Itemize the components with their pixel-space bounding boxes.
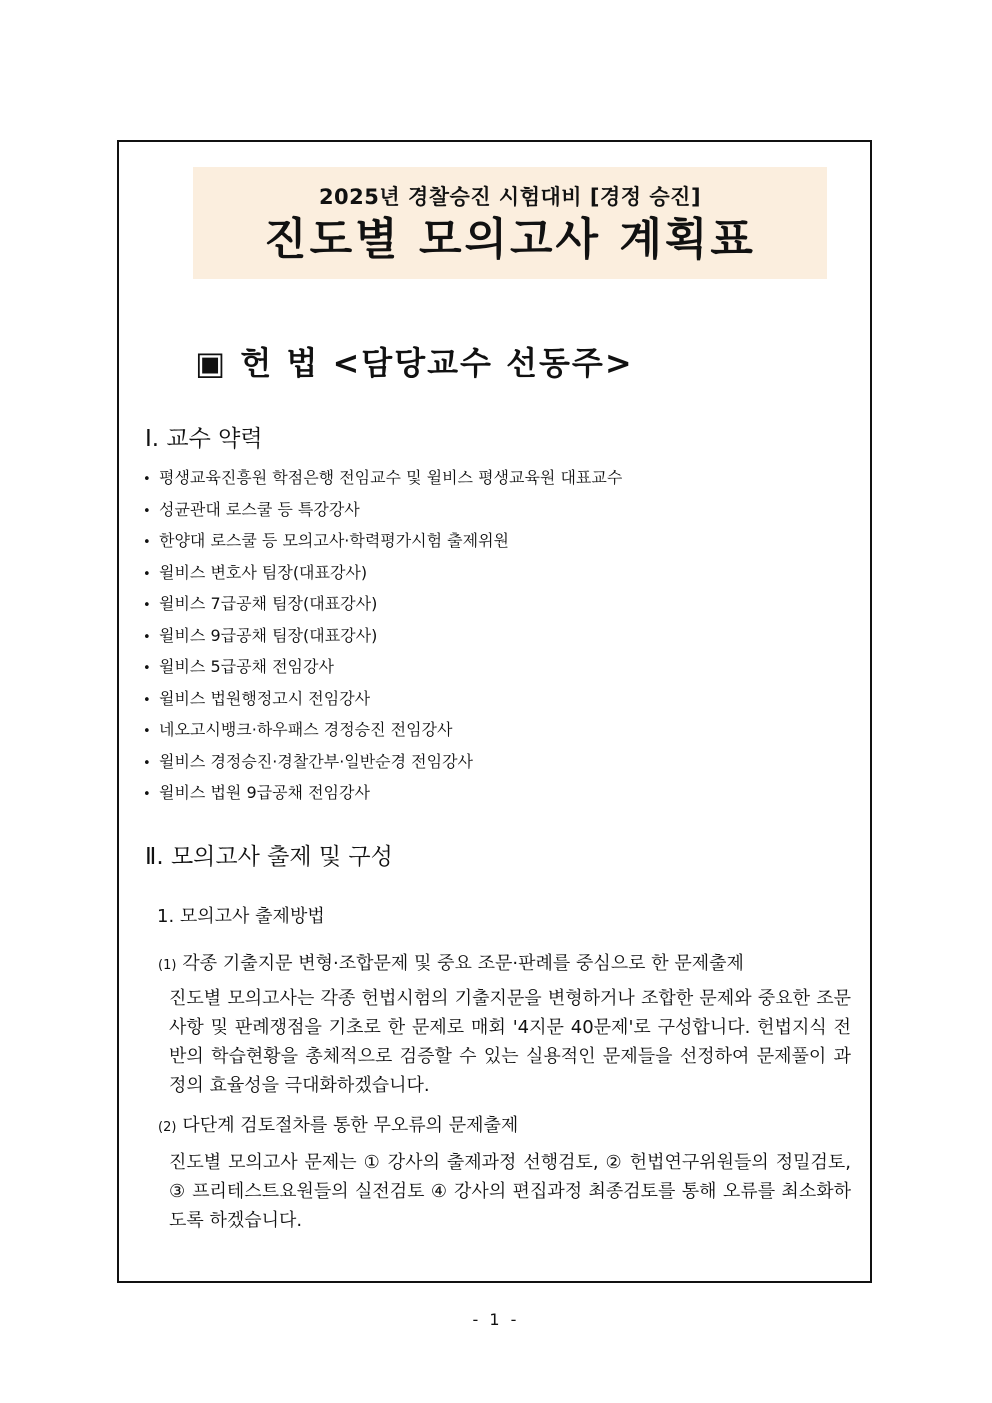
bullet: • <box>143 724 151 739</box>
list-item <box>143 525 622 557</box>
list-item <box>143 746 622 778</box>
bullet: • <box>143 566 151 582</box>
bullet: • <box>143 755 151 771</box>
list-item <box>143 620 622 652</box>
section1-heading: Ⅰ. 교수 약력 <box>145 426 263 452</box>
bullet: • <box>143 629 151 645</box>
career-text: 윌비스 9급공채 팀장(대표강사) <box>159 625 378 645</box>
item1-title: 각종 기출지문 변형·조합문제 및 중요 조문·판례를 중심으로 한 문제출제 <box>182 953 744 974</box>
career-text: 윌비스 법원 9급공채 전임강사 <box>159 783 370 802</box>
career-text: 성균관대 로스쿨 등 특강강사 <box>159 499 360 519</box>
list-item <box>143 494 622 526</box>
item2-number: (2) <box>158 1120 177 1135</box>
career-text: 윌비스 경정승진·경찰간부·일반순경 전임강사 <box>159 751 474 771</box>
bullet: • <box>143 598 151 613</box>
list-item <box>143 588 622 620</box>
section2-subheading: 1. 모의고사 출제방법 <box>157 906 325 927</box>
career-text: 윌비스 5급공채 전임강사 <box>159 657 334 676</box>
item2-body: 진도별 모의고사 문제는 ① 강사의 출제과정 선행검토, ② 헌법연구위원들의 정밀검토, ③ 프리테스트요원들의 실전검토 ④ 강사의 편집과정 최종검토를 통해 오류를 최소화하도록 하겠습니다. <box>169 1152 851 1231</box>
career-list <box>143 462 622 809</box>
page-number: - 1 - <box>472 1310 520 1329</box>
career-text: 윌비스 변호사 팀장(대표강사) <box>159 562 368 582</box>
title-subtitle: 2025년 경찰승진 시험대비 [경정 승진] <box>318 185 702 209</box>
bullet: • <box>143 787 151 802</box>
list-item <box>143 777 622 809</box>
item1-number: (1) <box>158 958 177 973</box>
document-frame <box>117 140 872 1283</box>
item2-heading <box>158 1111 518 1137</box>
title-main: 진도별 모의고사 계획표 <box>264 214 756 265</box>
list-item <box>143 714 622 746</box>
list-item <box>143 462 622 494</box>
subject-heading: ▣ 헌 법 <담당교수 선동주> <box>195 344 634 382</box>
list-item <box>143 683 622 715</box>
career-text: 윌비스 법원행정고시 전임강사 <box>159 688 371 708</box>
bullet: • <box>143 503 151 519</box>
title-box <box>193 167 827 279</box>
item1-heading <box>158 949 744 975</box>
career-text: 평생교육진흥원 학점은행 전임교수 및 윌비스 평생교육원 대표교수 <box>159 468 623 487</box>
career-text: 네오고시뱅크·하우패스 경정승진 전임강사 <box>159 720 453 739</box>
section2-heading: Ⅱ. 모의고사 출제 및 구성 <box>145 844 393 870</box>
list-item <box>143 557 622 589</box>
bullet: • <box>143 535 151 550</box>
item1-body: 진도별 모의고사는 각종 헌법시험의 기출지문을 변형하거나 조합한 문제와 중요한 조문사항 및 판례쟁점을 기초로 한 문제로 매회 '4지문 40문제'로 구성합니다. 헌법지식 전반의 학습현황을 총체적으로 검증할 수 있는 실용적인 문제들을 선정하여 문제풀이 과정의 효율성을 극대화하겠습니다. <box>169 988 851 1096</box>
item2-title: 다단계 검토절차를 통한 무오류의 문제출제 <box>182 1115 519 1136</box>
career-text: 한양대 로스쿨 등 모의고사·학력평가시험 출제위원 <box>159 531 510 550</box>
bullet: • <box>143 692 151 708</box>
career-text: 윌비스 7급공채 팀장(대표강사) <box>159 594 378 613</box>
list-item <box>143 651 622 683</box>
bullet: • <box>143 661 151 676</box>
bullet: • <box>143 472 151 487</box>
